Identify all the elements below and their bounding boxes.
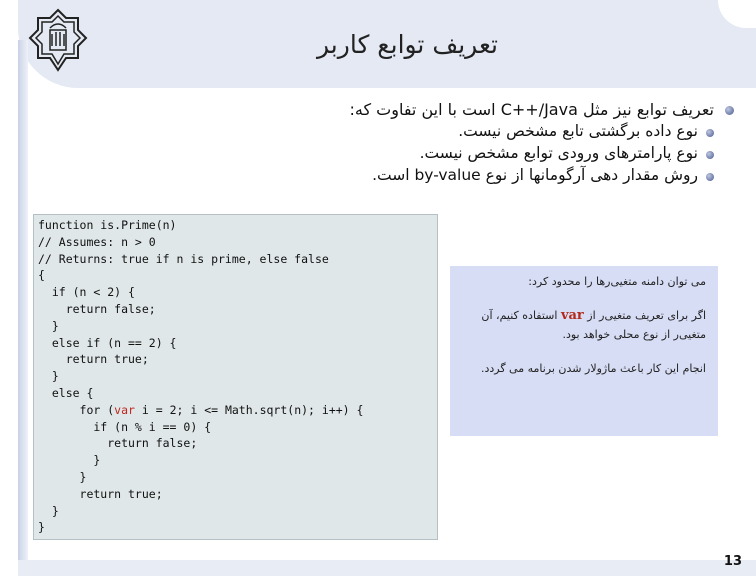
sphere-bullet-icon xyxy=(706,151,714,159)
code-text: // Assumes: n > 0 xyxy=(38,234,156,249)
code-line xyxy=(38,268,45,282)
note-box xyxy=(450,266,718,436)
code-text: // Returns: true if n is prime, else false xyxy=(38,251,329,266)
code-text: else { xyxy=(38,385,94,400)
code-line xyxy=(38,436,197,450)
code-line xyxy=(38,285,135,299)
code-text: } xyxy=(38,503,59,518)
sphere-bullet-icon xyxy=(725,106,734,115)
university-emblem-icon xyxy=(28,8,88,72)
code-line xyxy=(38,218,176,232)
bullet-item xyxy=(234,100,734,122)
bottom-frame-bar xyxy=(18,560,756,576)
code-text: } xyxy=(38,520,45,535)
note-text: استفاده کنیم، آن متغیی‌ر از نوع محلی خواهد بود. xyxy=(481,309,706,341)
code-text: } xyxy=(38,318,59,333)
note-paragraph-1: می توان دامنه متغیی‌رها را محدود کرد: xyxy=(528,275,706,288)
code-text: return false; xyxy=(38,301,156,316)
sub-bullet-item xyxy=(234,122,734,144)
code-text: else if (n == 2) { xyxy=(38,335,177,350)
code-keyword: var xyxy=(114,402,135,417)
code-text: return true; xyxy=(38,352,149,367)
sphere-bullet-icon xyxy=(706,173,714,181)
sphere-bullet-icon xyxy=(706,129,714,137)
code-text: } xyxy=(38,469,87,484)
code-text: } xyxy=(38,453,101,468)
code-block xyxy=(33,214,438,540)
code-text: return true; xyxy=(38,486,163,501)
slide-title: تعریف توابع کاربر xyxy=(317,30,498,59)
code-line xyxy=(38,520,45,534)
code-text: if (n % i == 0) { xyxy=(38,419,212,434)
code-line xyxy=(38,369,59,383)
bullet-text: نوع پارامترهای ورودی توابع مشخص نیست. xyxy=(419,144,698,162)
code-line xyxy=(38,403,363,417)
code-text: i = 2; i <= Math.sqrt(n); i++) { xyxy=(134,402,364,417)
code-line xyxy=(38,235,156,249)
sub-bullet-item xyxy=(234,166,734,188)
var-keyword: var xyxy=(560,308,584,323)
code-text: return false; xyxy=(38,436,198,451)
left-frame-bar xyxy=(18,40,28,576)
code-line xyxy=(38,386,93,400)
code-text: { xyxy=(38,268,45,283)
note-text: اگر برای تعریف متغیی‌ر از xyxy=(587,309,706,322)
page-number: 13 xyxy=(723,554,742,569)
code-line xyxy=(38,487,163,501)
code-line xyxy=(38,336,176,350)
code-line xyxy=(38,420,211,434)
code-text: for ( xyxy=(38,402,115,417)
bullet-text: تعریف توابع نیز مثل C++/Java است با این تفاوت که: xyxy=(349,100,714,119)
code-listing xyxy=(38,217,431,536)
code-line xyxy=(38,453,100,467)
note-paragraph-3: انجام این کار باعث ماژولار شدن برنامه می گردد. xyxy=(480,362,706,375)
code-line xyxy=(38,319,59,333)
code-line xyxy=(38,504,59,518)
code-line xyxy=(38,352,149,366)
code-text: function is.Prime(n) xyxy=(38,218,177,232)
code-line xyxy=(38,470,86,484)
code-line xyxy=(38,252,329,266)
bullet-text: نوع داده برگشتی تابع مشخص نیست. xyxy=(458,122,698,140)
bullet-list xyxy=(234,100,734,188)
code-text: } xyxy=(38,369,59,384)
bullet-text: روش مقدار دهی آرگومانها از نوع by-value است. xyxy=(372,166,698,184)
sub-bullet-item xyxy=(234,144,734,166)
note-paragraph-2 xyxy=(460,306,706,344)
code-text: if (n < 2) { xyxy=(38,285,135,300)
code-line xyxy=(38,302,156,316)
